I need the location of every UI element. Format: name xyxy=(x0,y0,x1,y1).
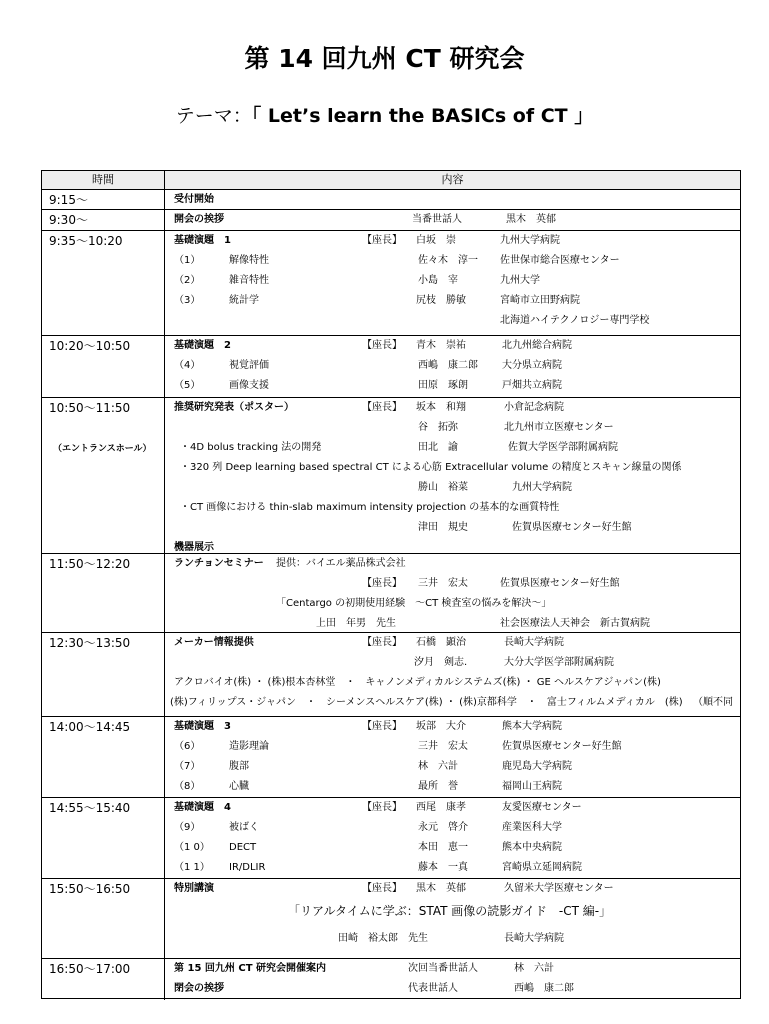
time-cell xyxy=(42,554,165,632)
content-text: 特別講演 xyxy=(174,883,214,894)
content-text: 佐賀大学医学部附属病院 xyxy=(508,442,618,453)
table-row xyxy=(42,879,740,959)
content-text: （9） xyxy=(174,822,201,833)
content-text: 熊本中央病院 xyxy=(502,842,562,853)
content-text: (株)フィリップス・ジャパン ・ シーメンスヘルスケア(株) ・ (株)京都科学 ・ 富士フィルムメディカル (株) xyxy=(170,697,683,708)
content-text: 統計学 xyxy=(229,295,259,306)
content-text: 尻枝 勝敏 xyxy=(416,295,466,306)
content-text: メーカー情報提供 xyxy=(174,637,254,648)
table-header xyxy=(42,171,740,190)
content-text: 三井 宏太 xyxy=(418,578,468,589)
content-text: 北九州市立医療センター xyxy=(504,422,614,433)
table-row xyxy=(42,959,740,1000)
time-cell xyxy=(42,231,165,335)
content-text: 産業医科大学 xyxy=(502,822,562,833)
content-text: 佐世保市総合医療センター xyxy=(500,255,620,266)
content-text: 田北 諭 xyxy=(418,442,458,453)
content-text: （1 1） xyxy=(174,862,210,873)
content-text: （5） xyxy=(174,380,201,391)
table-row xyxy=(42,798,740,879)
content-text: 解像特性 xyxy=(229,255,269,266)
content-text: 佐賀県医療センター好生館 xyxy=(512,522,632,533)
time-cell xyxy=(42,210,165,230)
time-label: 9:30～ xyxy=(49,213,88,227)
content-text: 受付開始 xyxy=(174,194,214,205)
content-text: （2） xyxy=(174,275,201,286)
content-text: 【座長】 xyxy=(362,637,402,648)
content-text: 最所 誉 xyxy=(418,781,458,792)
content-text: 小島 宰 xyxy=(418,275,458,286)
time-label: 16:50～17:00 xyxy=(49,962,131,976)
content-text: ・CT 画像における thin-slab maximum intensity projection の基本的な画質特性 xyxy=(180,502,560,513)
theme-value: 「 Let’s learn the BASICs of CT 」 xyxy=(251,105,594,127)
content-text: 佐々木 淳一 xyxy=(418,255,478,266)
content-text: 坂本 和翔 xyxy=(416,402,466,413)
content-text: 代表世話人 xyxy=(408,983,458,994)
content-text: 谷 拓弥 xyxy=(418,422,458,433)
content-text: 心臓 xyxy=(229,781,249,792)
content-text: 勝山 裕菜 xyxy=(418,482,468,493)
content-text: 九州大学病院 xyxy=(512,482,572,493)
content-text: 第 15 回九州 CT 研究会開催案内 xyxy=(174,963,327,974)
content-text: 長崎大学病院 xyxy=(504,933,564,944)
time-label: 10:50～11:50 xyxy=(49,401,131,415)
content-text: 社会医療法人天神会 新古賀病院 xyxy=(500,618,650,629)
content-text: 小倉記念病院 xyxy=(504,402,564,413)
content-text: 佐賀県医療センター好生館 xyxy=(502,741,622,752)
content-text: 田原 琢朗 xyxy=(418,380,468,391)
content-text: IR/DLIR xyxy=(229,862,266,873)
content-text: 久留米大学医療センター xyxy=(504,883,614,894)
content-text: 林 六計 xyxy=(418,761,458,772)
content-text: 青木 崇祐 xyxy=(416,340,466,351)
content-text: 友愛医療センター xyxy=(502,802,582,813)
content-text: （7） xyxy=(174,761,201,772)
content-text: 藤本 一真 xyxy=(418,862,468,873)
table-row xyxy=(42,398,740,554)
content-text: 白坂 崇 xyxy=(416,235,456,246)
content-text: 基礎演題 3 xyxy=(174,721,231,732)
content-text: 石橋 顕治 xyxy=(416,637,466,648)
time-cell xyxy=(42,798,165,878)
content-text: 被ばく xyxy=(229,822,259,833)
content-text: 【座長】 xyxy=(362,340,402,351)
header-content: 内容 xyxy=(441,173,464,186)
content-text: 次回当番世話人 xyxy=(408,963,478,974)
content-text: ・4D bolus tracking 法の開発 xyxy=(180,442,322,453)
table-row xyxy=(42,633,740,717)
content-text: 閉会の挨拶 xyxy=(174,983,224,994)
content-text: 【座長】 xyxy=(362,402,402,413)
location-note: （エントランスホール） xyxy=(53,444,152,454)
content-text: 九州大学 xyxy=(500,275,540,286)
time-cell xyxy=(42,190,165,209)
content-text: 坂部 大介 xyxy=(416,721,466,732)
content-text: DECT xyxy=(229,842,257,853)
theme-line xyxy=(0,102,769,130)
content-text: 西嶋 康二郎 xyxy=(418,360,478,371)
content-text: 熊本大学病院 xyxy=(502,721,562,732)
content-text: （6） xyxy=(174,741,201,752)
content-text: アクロバイオ(株) ・ (株)根本杏林堂 ・ キャノンメディカルシステムズ(株) ・ GE ヘルスケアジャパン(株) xyxy=(174,677,661,688)
content-text: （順不同 xyxy=(693,697,733,708)
content-text: （1） xyxy=(174,255,201,266)
content-text: 【座長】 xyxy=(362,883,402,894)
time-label: 9:35～10:20 xyxy=(49,234,123,248)
content-text: 三井 宏太 xyxy=(418,741,468,752)
content-text: 【座長】 xyxy=(362,721,402,732)
content-text: （1 0） xyxy=(174,842,210,853)
content-text: 基礎演題 1 xyxy=(174,235,231,246)
content-text: 汐月 剣志. xyxy=(414,657,468,668)
time-label: 11:50～12:20 xyxy=(49,557,131,571)
content-text: 「Centargo の初期使用経験 ～CT 検査室の悩みを解決～」 xyxy=(276,598,552,609)
content-text: 北九州総合病院 xyxy=(502,340,572,351)
content-text: 腹部 xyxy=(229,761,249,772)
content-text: （4） xyxy=(174,360,201,371)
content-text: 機器展示 xyxy=(174,542,214,553)
content-text: 田崎 裕太郎 先生 xyxy=(338,933,428,944)
table-row xyxy=(42,717,740,798)
content-text: 「リアルタイムに学ぶ：STAT 画像の読影ガイド -CT 編-」 xyxy=(288,904,612,918)
header-time: 時間 xyxy=(42,171,165,189)
table-row xyxy=(42,231,740,336)
table-row xyxy=(42,554,740,633)
content-text: 永元 啓介 xyxy=(418,822,468,833)
time-label: 10:20～10:50 xyxy=(49,339,131,353)
page-title: 第 14 回九州 CT 研究会 xyxy=(244,44,525,73)
content-text: 【座長】 xyxy=(362,802,402,813)
time-cell xyxy=(42,879,165,958)
table-row xyxy=(42,210,740,231)
content-text: 西嶋 康二郎 xyxy=(514,983,574,994)
theme-label: テーマ： xyxy=(175,105,252,127)
content-text: 長崎大学病院 xyxy=(504,637,564,648)
time-cell xyxy=(42,959,165,1000)
content-text: 基礎演題 2 xyxy=(174,340,231,351)
content-text: 福岡山王病院 xyxy=(502,781,562,792)
time-label: 9:15～ xyxy=(49,193,88,207)
content-text: 九州大学病院 xyxy=(500,235,560,246)
content-text: 西尾 康孝 xyxy=(416,802,466,813)
content-text: 宮崎県立延岡病院 xyxy=(502,862,582,873)
content-text: 宮崎市立田野病院 xyxy=(500,295,580,306)
content-text: 大分大学医学部附属病院 xyxy=(504,657,614,668)
table-row xyxy=(42,336,740,398)
content-text: 当番世話人 xyxy=(412,214,462,225)
time-label: 15:50～16:50 xyxy=(49,882,131,896)
content-text: 【座長】 xyxy=(362,578,402,589)
content-text: 画像支援 xyxy=(229,380,269,391)
content-text: 視覚評価 xyxy=(229,360,269,371)
content-text: 黒木 英郁 xyxy=(506,214,556,225)
content-text: 【座長】 xyxy=(362,235,402,246)
time-label: 14:55～15:40 xyxy=(49,801,131,815)
content-text: 基礎演題 4 xyxy=(174,802,231,813)
content-text: 戸畑共立病院 xyxy=(502,380,562,391)
table-row xyxy=(42,190,740,210)
content-text: 雑音特性 xyxy=(229,275,269,286)
content-text: （3） xyxy=(174,295,201,306)
content-text: 津田 規史 xyxy=(418,522,468,533)
time-cell xyxy=(42,336,165,397)
schedule-table xyxy=(41,170,741,999)
content-text: 推奨研究発表（ポスター） xyxy=(174,402,294,413)
content-text: 黒木 英郁 xyxy=(416,883,466,894)
time-label: 12:30～13:50 xyxy=(49,636,131,650)
content-text: 佐賀県医療センター好生館 xyxy=(500,578,620,589)
content-text: 林 六計 xyxy=(514,963,554,974)
content-text: 大分県立病院 xyxy=(502,360,562,371)
content-text: 北海道ハイテクノロジー専門学校 xyxy=(500,315,650,326)
time-cell xyxy=(42,717,165,797)
content-text: 造影理論 xyxy=(229,741,269,752)
content-text: ランチョンセミナー xyxy=(174,558,264,569)
content-text: ・320 列 Deep learning based spectral CT による心筋 Extracellular volume の精度とスキャン線量の関係 xyxy=(180,462,682,473)
time-label: 14:00～14:45 xyxy=(49,720,131,734)
content-text: 開会の挨拶 xyxy=(174,214,224,225)
content-text: 上田 年男 先生 xyxy=(316,618,396,629)
content-text: 本田 恵一 xyxy=(418,842,468,853)
time-cell xyxy=(42,633,165,716)
time-cell xyxy=(42,398,165,553)
content-text: 提供：バイエル薬品株式会社 xyxy=(276,558,406,569)
content-text: 鹿児島大学病院 xyxy=(502,761,572,772)
content-text: （8） xyxy=(174,781,201,792)
